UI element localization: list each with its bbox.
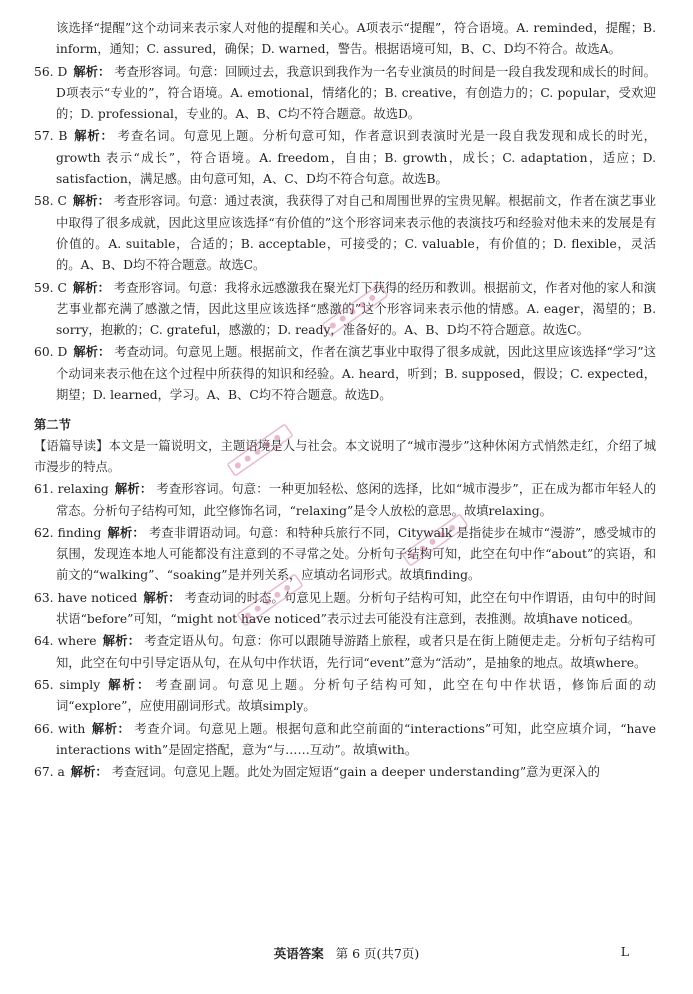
answer-text: 考查名词。句意见上题。分析句意可知，作者意识到表演时光是一段自我发现和成长的时光，growth 表示“成长”，符合语境。A. freedom，自由；B. growth，成长；C. adaptation，适应；D. satisfaction，满足感。由句意可知，A、C、D均不符合句意。故选B。 [56,129,656,187]
answer-block-64 [34,630,656,674]
answer-block-57 [34,125,656,190]
answer-block-67 [34,761,656,783]
answer-block-65 [34,674,656,718]
answer-number: 66. with [34,721,86,736]
answer-text: 考查定语从句。句意：你可以跟随导游踏上旅程，或者只是在街上随便走走。分析句子结构可知，此空在句中引导定语从句，在从句中作状语，先行词“event”意为“活动”，是抽象的地点。故填where。 [56,634,656,670]
passage-intro: 【语篇导读】本文是一篇说明文，主题语境是人与社会。本文说明了“城市漫步”这种休闲方式悄然走红，介绍了城市漫步的特点。 [34,438,656,474]
answer-block-58 [34,190,656,276]
answer-number: 67. a [34,765,65,780]
answer-text: 考查动词。句意见上题。根据前文，作者在演艺事业中取得了很多成就，因此这里应该选择“学习”这个动词来表示他在这个过程中所获得的知识和经验。A. heard，听到；B. supposed，假设；C. expected，期望；D. learned，学习。A、B、C均不符合题意。故选D。 [56,345,657,403]
answer-text: 考查形容词。句意：一种更加轻松、悠闲的选择，比如“城市漫步”，正在成为都市年轻人的常态。分析句子结构可知，此空修饰名词，“relaxing”是令人放松的意思。故填relaxing。 [56,482,656,518]
answer-content [34,18,656,783]
answer-number: 60. D [34,345,68,360]
answer-text: 该选择“提醒”这个动词来表示家人对他的提醒和关心。A项表示“提醒”，符合语境。A. reminded，提醒；B. inform，通知；C. assured，确保；D. warned，警告。根据语境可知，B、C、D均不符合。故选A。 [56,21,656,57]
answer-block-55-continued [34,18,656,61]
answer-text: 考查动词的时态。句意见上题。分析句子结构可知，此空在句中作谓语，由句中的时间状语“before”可知，“might not have noticed”表示过去可能没有注意到，表推测。故填have noticed。 [56,590,656,627]
analysis-tag: 解析： [72,279,110,295]
footer-page-number: 第 6 页(共7页) [335,946,420,961]
analysis-tag: 解析： [107,524,145,540]
answer-number: 65. simply [34,677,101,692]
answer-text: 考查非谓语动词。句意：和特种兵旅行不同，Citywalk 是指徒步在城市“漫游”，感受城市的氛围，发现连本地人可能都没有注意到的不寻常之处。分析句子结构可知，此空在句中作“about”的宾语，和前文的“walking”、“soaking”是并列关系，应填动名词形式。故填finding。 [56,525,656,583]
answer-number: 56. D [34,64,68,79]
analysis-tag: 解析： [73,63,111,79]
analysis-tag: 解析： [143,589,181,605]
analysis-tag: 解析： [91,720,131,736]
analysis-tag: 解析： [73,128,114,144]
answer-text: 考查形容词。句意：我将永远感激我在聚光灯下获得的经历和教训。根据前文，作者对他的家人和演艺事业都充满了感激之情，因此这里应该选择“感激的”这个形容词来表示他的情感。A. eager，渴望的；B. sorry，抱歉的；C. grateful，感激的；D. ready，准备好的。A、B、D均不符合题意。故选C。 [56,280,656,338]
footer-title: 英语答案 [273,946,324,961]
answer-block-61 [34,478,656,522]
answer-block-59 [34,277,656,342]
analysis-tag: 解析： [72,193,110,209]
answer-block-63 [34,587,656,631]
answer-number: 57. B [34,129,68,144]
answer-number: 58. C [34,194,67,209]
section-title: 第二节 [34,417,71,433]
answer-block-62 [34,522,656,587]
analysis-tag: 解析： [102,633,141,649]
footer-center [0,944,693,962]
answer-text: 考查副词。句意见上题。分析句子结构可知，此空在句中作状语，修饰后面的动词“explore”，应使用副词形式。故填simply。 [56,677,656,714]
answer-text: 考查形容词。句意：回顾过去，我意识到我作为一名专业演员的时间是一段自我发现和成长的时间。D项表示“专业的”，符合语境。A. emotional，情绪化的；B. creative，有创造力的；C. popular，受欢迎的；D. professional，专业的。A、B、C均不符合题意。故选D。 [56,64,656,122]
answer-number: 62. finding [34,525,102,540]
answer-block-66 [34,718,656,762]
answer-number: 63. have noticed [34,590,138,605]
answer-text: 考查介词。句意见上题。根据句意和此空前面的“interactions”可知，此空应填介词，“have interactions with”是固定搭配，意为“与……互动”。故填with。 [56,721,656,757]
analysis-tag: 解析： [114,481,153,497]
footer-mark: L [620,944,629,959]
answer-number: 61. relaxing [34,482,109,497]
analysis-tag: 解析： [70,764,108,780]
answer-number: 59. C [34,280,67,295]
answer-number: 64. where [34,634,97,649]
analysis-tag: 解析： [73,344,111,360]
answer-text: 考查冠词。句意见上题。此处为固定短语“gain a deeper understanding”意为更深入的 [111,765,600,780]
answer-text: 考查形容词。句意：通过表演，我获得了对自己和周围世界的宝贵见解。根据前文，作者在演艺事业中取得了很多成就，因此这里应该选择“有价值的”这个形容词来表示他的表演技巧和经验对他未来的发展是有价值的。A. suitable，合适的；B. acceptable，可接受的；C. valuable，有价值的；D. flexible，灵活的。A、B、D均不符合题意。故选C。 [56,194,656,273]
analysis-tag: 解析： [106,676,152,692]
answer-block-56 [34,61,656,126]
answer-block-60 [34,341,656,406]
